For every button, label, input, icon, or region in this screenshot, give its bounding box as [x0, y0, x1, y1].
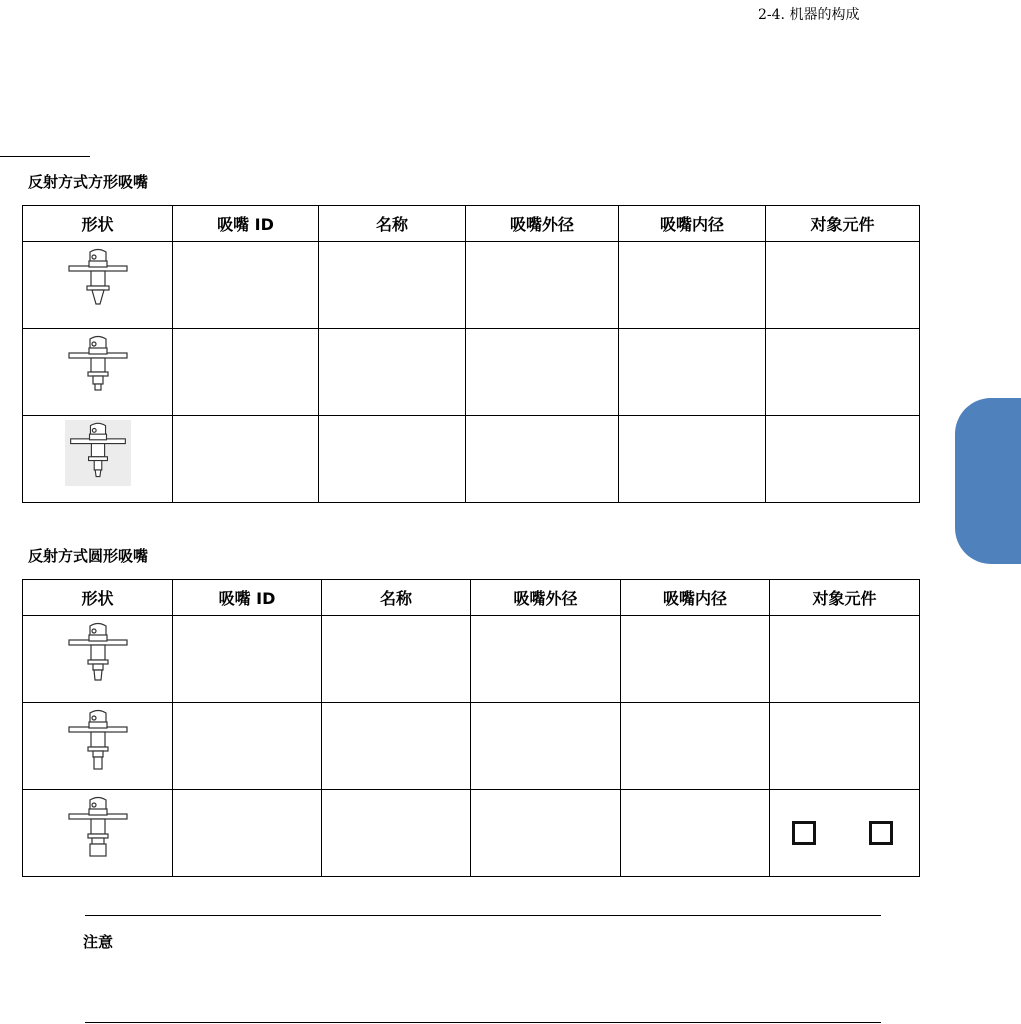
- shape-cell: [23, 790, 173, 877]
- name-cell: [319, 329, 466, 416]
- col-header-nozzle-id: 吸嘴 ID: [173, 206, 319, 242]
- component-icons: [770, 821, 919, 845]
- nozzle-id-cell: [173, 242, 319, 329]
- col-header-target-component: 对象元件: [766, 206, 920, 242]
- nozzle-id-cell: [173, 329, 319, 416]
- name-cell: [322, 790, 471, 877]
- note-top-rule: [85, 915, 881, 916]
- stepped-square-nozzle-icon: [63, 333, 133, 403]
- outer-diameter-cell: [471, 790, 621, 877]
- note-bottom-rule: [85, 1022, 881, 1023]
- table-header-row: [23, 580, 920, 616]
- shape-cell: [23, 703, 173, 790]
- inner-diameter-cell: [619, 242, 766, 329]
- tapered-round-nozzle-icon: [63, 620, 133, 690]
- name-cell: [322, 703, 471, 790]
- outer-diameter-cell: [466, 416, 619, 503]
- square-chip-icon: [869, 821, 893, 845]
- header-rule: [0, 156, 90, 157]
- inner-diameter-cell: [621, 616, 770, 703]
- chapter-tab: [955, 398, 1021, 564]
- target-component-cell: [770, 616, 920, 703]
- short-square-nozzle-icon: [65, 420, 131, 486]
- inner-diameter-cell: [621, 790, 770, 877]
- target-component-cell: [766, 329, 920, 416]
- outer-diameter-cell: [466, 242, 619, 329]
- table-row: [23, 703, 920, 790]
- col-header-target-component: 对象元件: [770, 580, 920, 616]
- col-header-name: 名称: [322, 580, 471, 616]
- section-header: 2-4. 机器的构成: [758, 7, 860, 23]
- target-component-cell: [770, 790, 920, 877]
- table-header-row: [23, 206, 920, 242]
- col-header-inner-diameter: 吸嘴内径: [621, 580, 770, 616]
- target-component-cell: [770, 703, 920, 790]
- outer-diameter-cell: [471, 616, 621, 703]
- name-cell: [319, 416, 466, 503]
- nozzle-id-cell: [173, 703, 322, 790]
- round-nozzle-title: 反射方式圆形吸嘴: [28, 547, 149, 565]
- shape-cell: [23, 242, 173, 329]
- col-header-outer-diameter: 吸嘴外径: [471, 580, 621, 616]
- name-cell: [319, 242, 466, 329]
- nozzle-id-cell: [173, 790, 322, 877]
- col-header-outer-diameter: 吸嘴外径: [466, 206, 619, 242]
- target-component-cell: [766, 416, 920, 503]
- col-header-inner-diameter: 吸嘴内径: [619, 206, 766, 242]
- shape-cell: [23, 416, 173, 503]
- round-nozzle-table: [22, 579, 920, 877]
- table-row: [23, 242, 920, 329]
- outer-diameter-cell: [466, 329, 619, 416]
- square-nozzle-title: 反射方式方形吸嘴: [28, 173, 149, 191]
- inner-diameter-cell: [619, 329, 766, 416]
- shape-cell: [23, 329, 173, 416]
- conical-square-nozzle-icon: [63, 246, 133, 316]
- nozzle-id-cell: [173, 416, 319, 503]
- narrow-round-nozzle-icon: [63, 707, 133, 777]
- shape-cell: [23, 616, 173, 703]
- col-header-nozzle-id: 吸嘴 ID: [173, 580, 322, 616]
- outer-diameter-cell: [471, 703, 621, 790]
- col-header-shape: 形状: [23, 580, 173, 616]
- table-row: [23, 616, 920, 703]
- target-component-cell: [766, 242, 920, 329]
- col-header-name: 名称: [319, 206, 466, 242]
- note-title: 注意: [83, 933, 114, 951]
- inner-diameter-cell: [619, 416, 766, 503]
- square-chip-icon: [792, 821, 816, 845]
- wide-round-nozzle-icon: [63, 794, 133, 864]
- inner-diameter-cell: [621, 703, 770, 790]
- name-cell: [322, 616, 471, 703]
- col-header-shape: 形状: [23, 206, 173, 242]
- table-row: [23, 329, 920, 416]
- table-row: [23, 416, 920, 503]
- table-row: [23, 790, 920, 877]
- nozzle-id-cell: [173, 616, 322, 703]
- square-nozzle-table: [22, 205, 920, 503]
